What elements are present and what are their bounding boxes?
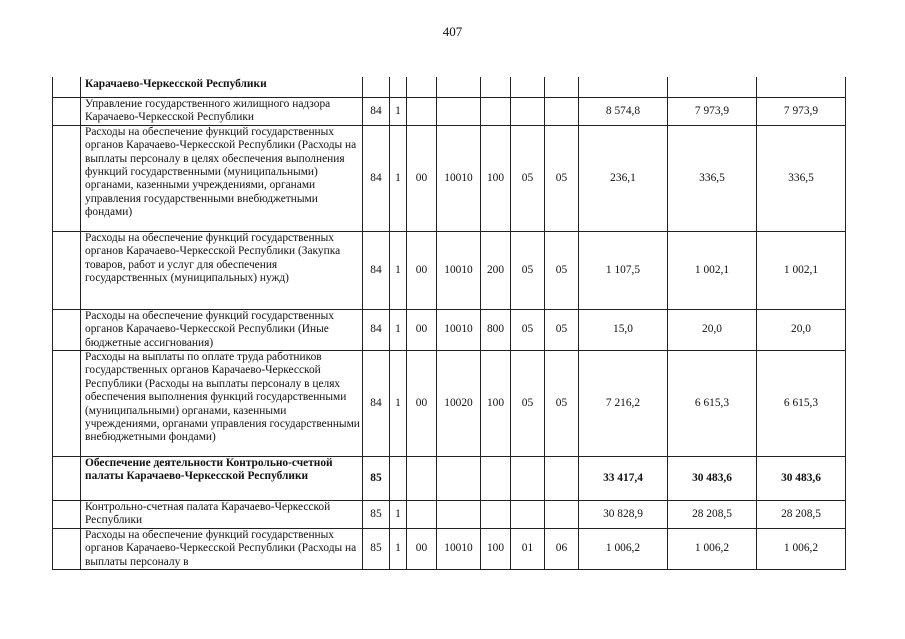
row-name-cell: Обеспечение деятельности Контрольно-счетной палаты Карачаево-Черкесской Республики — [81, 457, 363, 501]
row-name-cell: Контрольно-счетная палата Карачаево-Черкесской Республики — [81, 501, 363, 529]
row-section-code-cell: 1 — [390, 528, 407, 569]
table-row — [53, 309, 846, 350]
row-amount-1-cell: 1 006,2 — [579, 528, 668, 569]
row-direction-code-cell: 10010 — [437, 528, 481, 569]
row-amount-1-cell: 30 828,9 — [579, 501, 668, 529]
table-row — [53, 98, 846, 126]
row-blank-cell — [53, 78, 81, 98]
row-ministry-code-cell: 84 — [363, 231, 390, 309]
row-direction-code-cell — [437, 98, 481, 126]
row-subsection-code-cell — [511, 457, 545, 501]
row-name-cell: Расходы на обеспечение функций государственных органов Карачаево-Черкесской Республики (Закупка товаров, работ и услуг для обеспечения государственных (муниципальных) нужд) — [81, 231, 363, 309]
row-amount-3-cell: 30 483,6 — [757, 457, 846, 501]
row-name-cell: Расходы на обеспечение функций государственных органов Карачаево-Черкесской Республики (Иные бюджетные ассигнования) — [81, 309, 363, 350]
row-article-code-cell — [545, 78, 579, 98]
row-amount-1-cell: 8 574,8 — [579, 98, 668, 126]
row-direction-code-cell: 10010 — [437, 125, 481, 231]
row-amount-3-cell: 336,5 — [757, 125, 846, 231]
row-amount-3-cell: 20,0 — [757, 309, 846, 350]
row-amount-2-cell: 20,0 — [668, 309, 757, 350]
row-section-code-cell: 1 — [390, 351, 407, 457]
row-amount-1-cell: 7 216,2 — [579, 351, 668, 457]
row-name-cell: Управление государственного жилищного надзора Карачаево-Черкесской Республики — [81, 98, 363, 126]
table-row — [53, 528, 846, 569]
row-amount-2-cell: 7 973,9 — [668, 98, 757, 126]
row-subsection-code-cell — [511, 78, 545, 98]
row-program-code-cell: 00 — [407, 309, 437, 350]
row-section-code-cell — [390, 78, 407, 98]
row-subsection-code-cell — [511, 98, 545, 126]
row-article-code-cell — [545, 457, 579, 501]
row-expense-type-code-cell — [481, 98, 511, 126]
row-program-code-cell: 00 — [407, 528, 437, 569]
row-article-code-cell: 05 — [545, 125, 579, 231]
row-blank-cell — [53, 231, 81, 309]
row-expense-type-code-cell: 100 — [481, 528, 511, 569]
row-direction-code-cell — [437, 78, 481, 98]
table-row — [53, 351, 846, 457]
page-number: 407 — [442, 24, 463, 39]
row-expense-type-code-cell: 800 — [481, 309, 511, 350]
row-blank-cell — [53, 501, 81, 529]
row-direction-code-cell — [437, 501, 481, 529]
row-amount-1-cell: 1 107,5 — [579, 231, 668, 309]
row-direction-code-cell — [437, 457, 481, 501]
table-row — [53, 125, 846, 231]
row-name-cell: Расходы на выплаты по оплате труда работников государственных органов Карачаево-Черкесской Республики (Расходы на выплаты персоналу в целях обеспечения выполнения функций государственными (муниципальными) органами, казенными учреждениями, органами управления государственными внебюджетными фондами) — [81, 351, 363, 457]
row-subsection-code-cell — [511, 501, 545, 529]
row-amount-1-cell: 33 417,4 — [579, 457, 668, 501]
row-amount-2-cell: 1 006,2 — [668, 528, 757, 569]
row-amount-3-cell: 28 208,5 — [757, 501, 846, 529]
row-amount-3-cell — [757, 78, 846, 98]
table-row — [53, 231, 846, 309]
row-subsection-code-cell: 05 — [511, 231, 545, 309]
row-name-cell: Карачаево-Черкесской Республики — [81, 78, 363, 98]
row-article-code-cell: 05 — [545, 231, 579, 309]
row-subsection-code-cell: 05 — [511, 125, 545, 231]
budget-table — [52, 77, 846, 570]
row-article-code-cell: 05 — [545, 351, 579, 457]
row-blank-cell — [53, 98, 81, 126]
row-expense-type-code-cell — [481, 501, 511, 529]
row-section-code-cell: 1 — [390, 98, 407, 126]
row-blank-cell — [53, 528, 81, 569]
row-expense-type-code-cell: 100 — [481, 351, 511, 457]
row-section-code-cell: 1 — [390, 309, 407, 350]
row-section-code-cell: 1 — [390, 231, 407, 309]
table-row — [53, 457, 846, 501]
row-amount-3-cell: 7 973,9 — [757, 98, 846, 126]
row-section-code-cell — [390, 457, 407, 501]
row-article-code-cell — [545, 501, 579, 529]
row-section-code-cell: 1 — [390, 501, 407, 529]
row-ministry-code-cell: 85 — [363, 501, 390, 529]
row-subsection-code-cell: 01 — [511, 528, 545, 569]
row-amount-2-cell: 6 615,3 — [668, 351, 757, 457]
row-expense-type-code-cell: 200 — [481, 231, 511, 309]
row-expense-type-code-cell — [481, 457, 511, 501]
row-amount-2-cell: 28 208,5 — [668, 501, 757, 529]
row-article-code-cell — [545, 98, 579, 126]
row-blank-cell — [53, 351, 81, 457]
row-expense-type-code-cell — [481, 78, 511, 98]
row-ministry-code-cell: 84 — [363, 98, 390, 126]
row-ministry-code-cell: 85 — [363, 457, 390, 501]
row-ministry-code-cell: 84 — [363, 125, 390, 231]
row-blank-cell — [53, 457, 81, 501]
row-section-code-cell: 1 — [390, 125, 407, 231]
row-program-code-cell: 00 — [407, 125, 437, 231]
table-row — [53, 78, 846, 98]
row-blank-cell — [53, 125, 81, 231]
row-subsection-code-cell: 05 — [511, 309, 545, 350]
row-direction-code-cell: 10010 — [437, 231, 481, 309]
row-blank-cell — [53, 309, 81, 350]
table-row — [53, 501, 846, 529]
row-amount-1-cell — [579, 78, 668, 98]
row-expense-type-code-cell: 100 — [481, 125, 511, 231]
row-ministry-code-cell: 84 — [363, 351, 390, 457]
row-amount-3-cell: 1 002,1 — [757, 231, 846, 309]
row-ministry-code-cell: 84 — [363, 309, 390, 350]
row-name-cell: Расходы на обеспечение функций государственных органов Карачаево-Черкесской Республики (Расходы на выплаты персоналу в — [81, 528, 363, 569]
row-amount-2-cell: 1 002,1 — [668, 231, 757, 309]
table-body — [53, 78, 846, 570]
row-program-code-cell — [407, 98, 437, 126]
row-subsection-code-cell: 05 — [511, 351, 545, 457]
row-amount-2-cell: 30 483,6 — [668, 457, 757, 501]
row-amount-2-cell — [668, 78, 757, 98]
row-amount-3-cell: 6 615,3 — [757, 351, 846, 457]
row-direction-code-cell: 10020 — [437, 351, 481, 457]
row-program-code-cell — [407, 457, 437, 501]
row-amount-2-cell: 336,5 — [668, 125, 757, 231]
row-program-code-cell — [407, 501, 437, 529]
row-amount-1-cell: 15,0 — [579, 309, 668, 350]
row-article-code-cell: 05 — [545, 309, 579, 350]
row-ministry-code-cell: 85 — [363, 528, 390, 569]
row-direction-code-cell: 10010 — [437, 309, 481, 350]
row-article-code-cell: 06 — [545, 528, 579, 569]
row-amount-1-cell: 236,1 — [579, 125, 668, 231]
row-name-cell: Расходы на обеспечение функций государственных органов Карачаево-Черкесской Республики (Расходы на выплаты персоналу в целях обеспечения выполнения функций государственными (муниципальными) органами, казенными учреждениями, органами управления государственными внебюджетными фондами) — [81, 125, 363, 231]
row-amount-3-cell: 1 006,2 — [757, 528, 846, 569]
row-ministry-code-cell — [363, 78, 390, 98]
row-program-code-cell: 00 — [407, 231, 437, 309]
row-program-code-cell: 00 — [407, 351, 437, 457]
row-program-code-cell — [407, 78, 437, 98]
